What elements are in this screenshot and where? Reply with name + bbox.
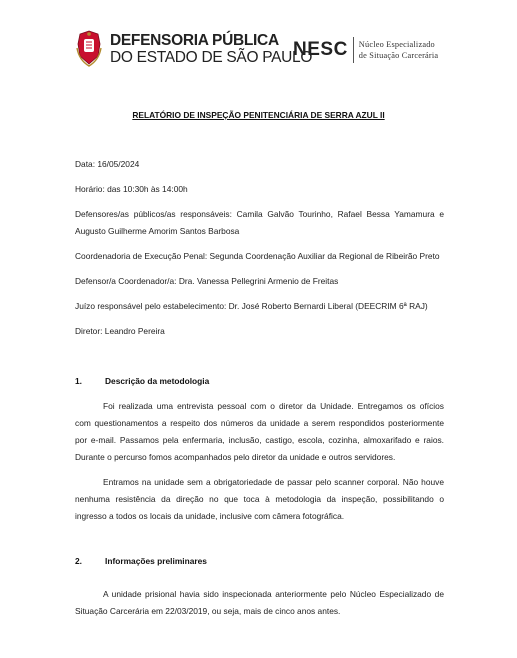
nesc-name-line1: Núcleo Especializado (358, 40, 435, 49)
section2-title: Informações preliminares (105, 556, 207, 566)
org-name-line1: DEFENSORIA PÚBLICA (110, 31, 279, 49)
section1-paragraph1-line4: Durante o percurso fomos acompanhados pelo diretor da unidade e outros servidores. (75, 452, 396, 462)
section1-heading (75, 376, 375, 388)
section1-paragraph1-line2: com questionamentos a respeito dos números da unidade a serem respondidos posteriormente (75, 418, 444, 428)
section1-paragraph2-line1: Entramos na unidade sem a obrigatoriedade de passar pelo scanner corporal. Não houve (103, 477, 444, 487)
sao-paulo-seal-icon (76, 30, 102, 68)
report-date: Data: 16/05/2024 (75, 159, 140, 169)
org-name-line2: DO ESTADO DE SÃO PAULO (110, 49, 313, 66)
section2-number: 2. (75, 556, 82, 566)
nesc-mark: NESC (293, 37, 354, 63)
report-time: Horário: das 10:30h às 14:00h (75, 184, 188, 194)
report-defenders-line1: Defensores/as públicos/as responsáveis: Camila Galvão Tourinho, Rafael Bessa Yamamura e (75, 209, 444, 219)
defensoria-logo (76, 30, 312, 68)
section1-paragraph2-line3: ingresso a todos os locais da unidade, inclusive com câmera fotográfica. (75, 511, 345, 521)
report-defenders-line2: Augusto Guilherme Amorim Santos Barbosa (75, 226, 240, 236)
section2-paragraph1-line1: A unidade prisional havia sido inspecionada anteriormente pelo Núcleo Especializado de (103, 589, 444, 599)
section1-number: 1. (75, 376, 82, 386)
report-title: RELATÓRIO DE INSPEÇÃO PENITENCIÁRIA DE SERRA AZUL II (132, 110, 385, 120)
report-court: Juízo responsável pelo estabelecimento: Dr. José Roberto Bernardi Liberal (DEECRIM 6ª RAJ) (75, 301, 428, 311)
section1-title: Descrição da metodologia (105, 376, 210, 386)
report-coordinator: Defensor/a Coordenador/a: Dra. Vanessa Pellegrini Armenio de Freitas (75, 276, 339, 286)
section1-paragraph2-line2: nenhuma resistência da direção no que toca à metodologia da inspeção, possibilitando o (75, 494, 444, 504)
report-coordination: Coordenadoria de Execução Penal: Segunda Coordenação Auxiliar da Regional de Ribeirão Preto (75, 251, 440, 261)
section2-paragraph1-line2: Situação Carcerária em 22/03/2019, ou seja, mais de cinco anos antes. (75, 606, 341, 616)
report-director: Diretor: Leandro Pereira (75, 326, 165, 336)
nesc-logo (293, 37, 438, 63)
nesc-name-line2: de Situação Carcerária (358, 51, 439, 60)
section1-paragraph1-line3: por e-mail. Passamos pela enfermaria, inclusão, castigo, escola, cozinha, almoxarifado e raios. (75, 435, 444, 445)
section2-heading (75, 556, 375, 568)
section1-paragraph1-line1: Foi realizada uma entrevista pessoal com o diretor da Unidade. Entregamos os ofícios (103, 401, 444, 411)
